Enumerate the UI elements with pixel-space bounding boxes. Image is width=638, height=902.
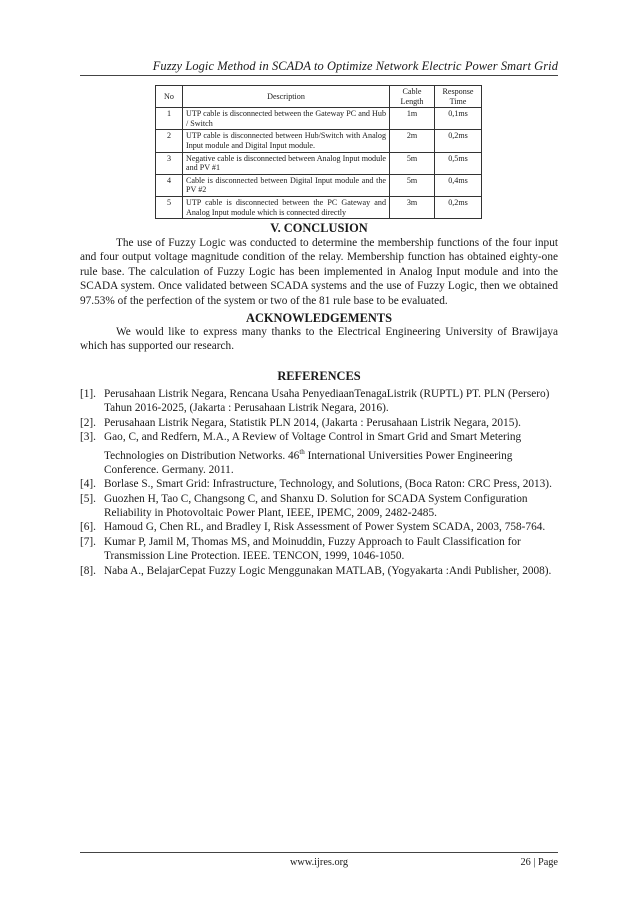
table-row (156, 130, 482, 152)
reference-number: [7]. (80, 535, 96, 548)
cell-no: 5 (156, 196, 183, 218)
reference-text-before: Gao, C, and Redfern, M.A., A Review of Voltage Control in Smart Grid and Smart Metering Technologies on Distribution Networks. 46 (104, 431, 522, 462)
cell-response-time: 0,5ms (435, 152, 482, 174)
cell-description: Negative cable is disconnected between Analog Input module and PV #1 (183, 152, 390, 174)
header-rule (80, 75, 558, 76)
reference-item (80, 564, 558, 578)
running-header: Fuzzy Logic Method in SCADA to Optimize Network Electric Power Smart Grid (152, 59, 558, 73)
reference-number: [4]. (80, 478, 96, 491)
acknowledgements-heading: ACKNOWLEDGEMENTS (246, 311, 392, 325)
header-no: No (156, 86, 183, 108)
reference-item (80, 477, 558, 491)
table-row (156, 152, 482, 174)
header-cable-length: Cable Length (390, 86, 435, 108)
footer-website: www.ijres.org (289, 857, 349, 868)
table-row (156, 108, 482, 130)
acknowledgements-text: We would like to express many thanks to the Electrical Engineering University of Brawijaya which has supported our research. (80, 326, 558, 353)
cell-cable-length: 1m (390, 108, 435, 130)
table-row (156, 196, 482, 218)
reference-number: [1]. (80, 388, 96, 400)
cell-description: UTP cable is disconnected between Hub/Switch with Analog Input module and Digital Input module. (183, 130, 390, 152)
reference-item (80, 520, 558, 534)
reference-item (80, 535, 558, 564)
reference-text: Kumar P, Jamil M, Thomas MS, and Moinuddin, Fuzzy Approach to Fault Classification for Transmission Line Protection. IEEE. TENCON, 1999, 1046-1050. (104, 535, 521, 563)
cell-response-time: 0,2ms (435, 130, 482, 152)
reference-text: Perusahaan Listrik Negara, Statistik PLN 2014, (Jakarta : Perusahaan Listrik Negara, 2015). (104, 416, 521, 429)
cell-cable-length: 5m (390, 174, 435, 196)
reference-number: [3]. (80, 431, 96, 444)
results-table (155, 85, 482, 219)
reference-item (80, 387, 558, 416)
reference-text: Naba A., BelajarCepat Fuzzy Logic Menggunakan MATLAB, (Yogyakarta :Andi Publisher, 2008). (104, 564, 552, 577)
conclusion-text: The use of Fuzzy Logic was conducted to determine the membership functions of the four input and four output voltage magnitude condition of the relay. Membership function has obtained eighty-one rule base. The calculation of Fuzzy Logic has been implemented in Analog Input module and into the SCADA system. Once validated between SCADA systems and the use of Fuzzy Logic, then we obtained 97.53% of the perfection of the system or two of the 81 rule base to be evaluated. (80, 237, 558, 307)
cell-no: 4 (156, 174, 183, 196)
header-response-time: Response Time (435, 86, 482, 108)
reference-text: Perusahaan Listrik Negara, Rencana Usaha PenyediaanTenagaListrik (RUPTL) PT. PLN (Persero) Tahun 2016-2025, (Jakarta : Perusahaan Listrik Negara, 2016). (104, 388, 550, 415)
header-description: Description (183, 86, 390, 108)
cell-response-time: 0,1ms (435, 108, 482, 130)
table-row (156, 174, 482, 196)
cell-no: 3 (156, 152, 183, 174)
cell-cable-length: 5m (390, 152, 435, 174)
cell-description: UTP cable is disconnected between the Gateway PC and Hub / Switch (183, 108, 390, 130)
conclusion-heading: V. CONCLUSION (270, 221, 368, 235)
reference-item (80, 430, 558, 477)
references-list (80, 387, 558, 578)
footer-rule (80, 852, 558, 853)
reference-item (80, 492, 558, 521)
references-heading: REFERENCES (277, 369, 361, 383)
reference-text: Borlase S., Smart Grid: Infrastructure, Technology, and Solutions, (Boca Raton: CRC Press, 2013). (104, 478, 552, 491)
reference-item (80, 416, 558, 430)
reference-number: [2]. (80, 416, 96, 429)
cell-description: Cable is disconnected between Digital Input module and the PV #2 (183, 174, 390, 196)
acknowledgements-paragraph (80, 325, 558, 354)
cell-response-time: 0,4ms (435, 174, 482, 196)
footer-page-number: 26 | Page (520, 857, 558, 868)
cell-cable-length: 2m (390, 130, 435, 152)
reference-text: Guozhen H, Tao C, Changsong C, and Shanxu D. Solution for SCADA System Configuration Reliability in Photovoltaic Power Plant, IEEE, IPEMC, 2009, 2482-2485. (104, 492, 528, 520)
cell-description: UTP cable is disconnected between the PC Gateway and Analog Input module which is connected directly (183, 196, 390, 218)
reference-text-after: International Universities Power Engineering Conference. Germany. 2011. (104, 449, 513, 476)
reference-number: [5]. (80, 492, 96, 505)
reference-superscript: th (299, 447, 305, 456)
table-header-row (156, 86, 482, 108)
conclusion-paragraph (80, 236, 558, 308)
cell-response-time: 0,2ms (435, 196, 482, 218)
reference-number: [8]. (80, 564, 96, 577)
reference-text: Hamoud G, Chen RL, and Bradley I, Risk Assessment of Power System SCADA, 2003, 758-764. (104, 521, 546, 534)
cell-no: 2 (156, 130, 183, 152)
reference-number: [6]. (80, 521, 96, 534)
cell-no: 1 (156, 108, 183, 130)
cell-cable-length: 3m (390, 196, 435, 218)
